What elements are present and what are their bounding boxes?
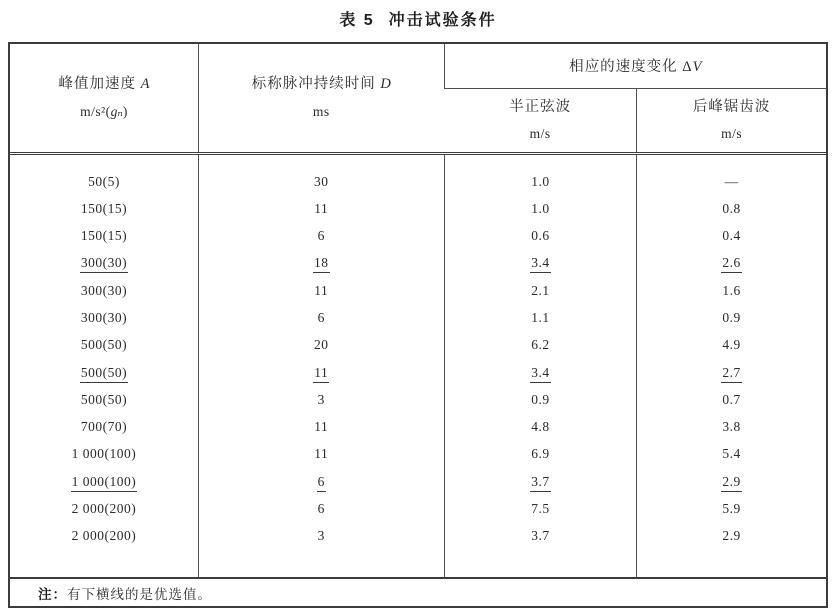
cell-a-preferred: 1 000(100) — [10, 468, 198, 495]
cell-d: 11 — [314, 446, 329, 462]
cell-d: 20 — [314, 337, 329, 353]
table-note — [10, 578, 826, 606]
cell-sawtooth: 0.4 — [722, 228, 741, 244]
cell-a: 500(50) — [80, 337, 128, 353]
cell-half-sine: 7.5 — [531, 501, 550, 517]
cell-a-preferred: 300(30) — [10, 249, 198, 276]
header-half-sine: 半正弦波 m/s — [509, 98, 572, 141]
cell-a: 300(30) — [80, 282, 128, 298]
cell-d-preferred: 6 — [199, 468, 444, 495]
cell-d-preferred: 11 — [199, 359, 444, 386]
cell-a-preferred: 500(50) — [10, 359, 198, 386]
column-sawtooth — [637, 153, 826, 578]
cell-a: 50(5) — [88, 173, 120, 189]
cell-half-sine: 6.9 — [531, 446, 550, 462]
cell-d: 3 — [317, 528, 325, 544]
cell-d: 6 — [317, 228, 325, 244]
table-title-text: 冲击试验条件 — [388, 12, 497, 29]
cell-sawtooth: 4.9 — [722, 337, 741, 353]
cell-sawtooth-preferred: 2.7 — [637, 359, 826, 386]
cell-half-sine: 1.0 — [531, 173, 550, 189]
header-sawtooth: 后峰锯齿波 m/s — [637, 88, 826, 153]
data-table — [10, 44, 826, 606]
cell-half-sine-preferred: 3.7 — [445, 468, 637, 495]
cell-sawtooth: 1.6 — [722, 282, 741, 298]
cell-sawtooth: 3.8 — [722, 419, 741, 435]
cell-sawtooth: 0.8 — [722, 200, 741, 216]
table-title — [0, 0, 836, 35]
cell-sawtooth: 5.9 — [722, 501, 741, 517]
cell-a: 700(70) — [80, 419, 128, 435]
cell-half-sine: 4.8 — [531, 419, 550, 435]
cell-sawtooth: 5.4 — [722, 446, 741, 462]
cell-d: 30 — [314, 173, 329, 189]
table-body-row — [10, 153, 826, 578]
cell-a: 500(50) — [80, 391, 128, 407]
cell-sawtooth: 2.9 — [722, 528, 741, 544]
cell-half-sine-preferred: 3.4 — [445, 359, 637, 386]
cell-sawtooth: 0.9 — [722, 309, 741, 325]
cell-sawtooth: — — [724, 173, 739, 189]
cell-half-sine: 6.2 — [531, 337, 550, 353]
cell-a: 2 000(200) — [71, 528, 137, 544]
table-number: 表 5 — [339, 12, 375, 29]
header-peak-acceleration: 峰值加速度 A m/s²(gₙ) — [58, 76, 150, 119]
header-pulse-duration: 标称脉冲持续时间 D ms — [198, 44, 444, 153]
shock-test-table — [8, 42, 828, 608]
cell-half-sine: 2.1 — [531, 282, 550, 298]
cell-a: 1 000(100) — [71, 446, 137, 462]
cell-half-sine: 1.1 — [531, 309, 550, 325]
cell-d: 6 — [317, 501, 325, 517]
cell-sawtooth-preferred: 2.9 — [637, 468, 826, 495]
cell-a: 150(15) — [80, 228, 128, 244]
cell-sawtooth-preferred: 2.6 — [637, 249, 826, 276]
column-pulse-duration — [198, 153, 444, 578]
header-velocity-change: 相应的速度变化 ΔV — [444, 44, 826, 88]
cell-a: 2 000(200) — [71, 501, 137, 517]
cell-d: 3 — [317, 391, 325, 407]
cell-d-preferred: 18 — [199, 249, 444, 276]
cell-d: 11 — [314, 200, 329, 216]
cell-d: 11 — [314, 282, 329, 298]
column-half-sine — [444, 153, 637, 578]
cell-a: 150(15) — [80, 200, 128, 216]
cell-d: 6 — [317, 309, 325, 325]
cell-half-sine: 1.0 — [531, 200, 550, 216]
note-text: 有下横线的是优选值。 — [67, 586, 212, 602]
cell-half-sine: 3.7 — [531, 528, 550, 544]
note-label: 注： — [38, 586, 67, 602]
cell-d: 11 — [314, 419, 329, 435]
cell-sawtooth: 0.7 — [722, 391, 741, 407]
cell-half-sine: 0.6 — [531, 228, 550, 244]
cell-a: 300(30) — [80, 309, 128, 325]
cell-half-sine: 0.9 — [531, 391, 550, 407]
cell-half-sine-preferred: 3.4 — [445, 249, 637, 276]
column-peak-acceleration — [10, 153, 198, 578]
